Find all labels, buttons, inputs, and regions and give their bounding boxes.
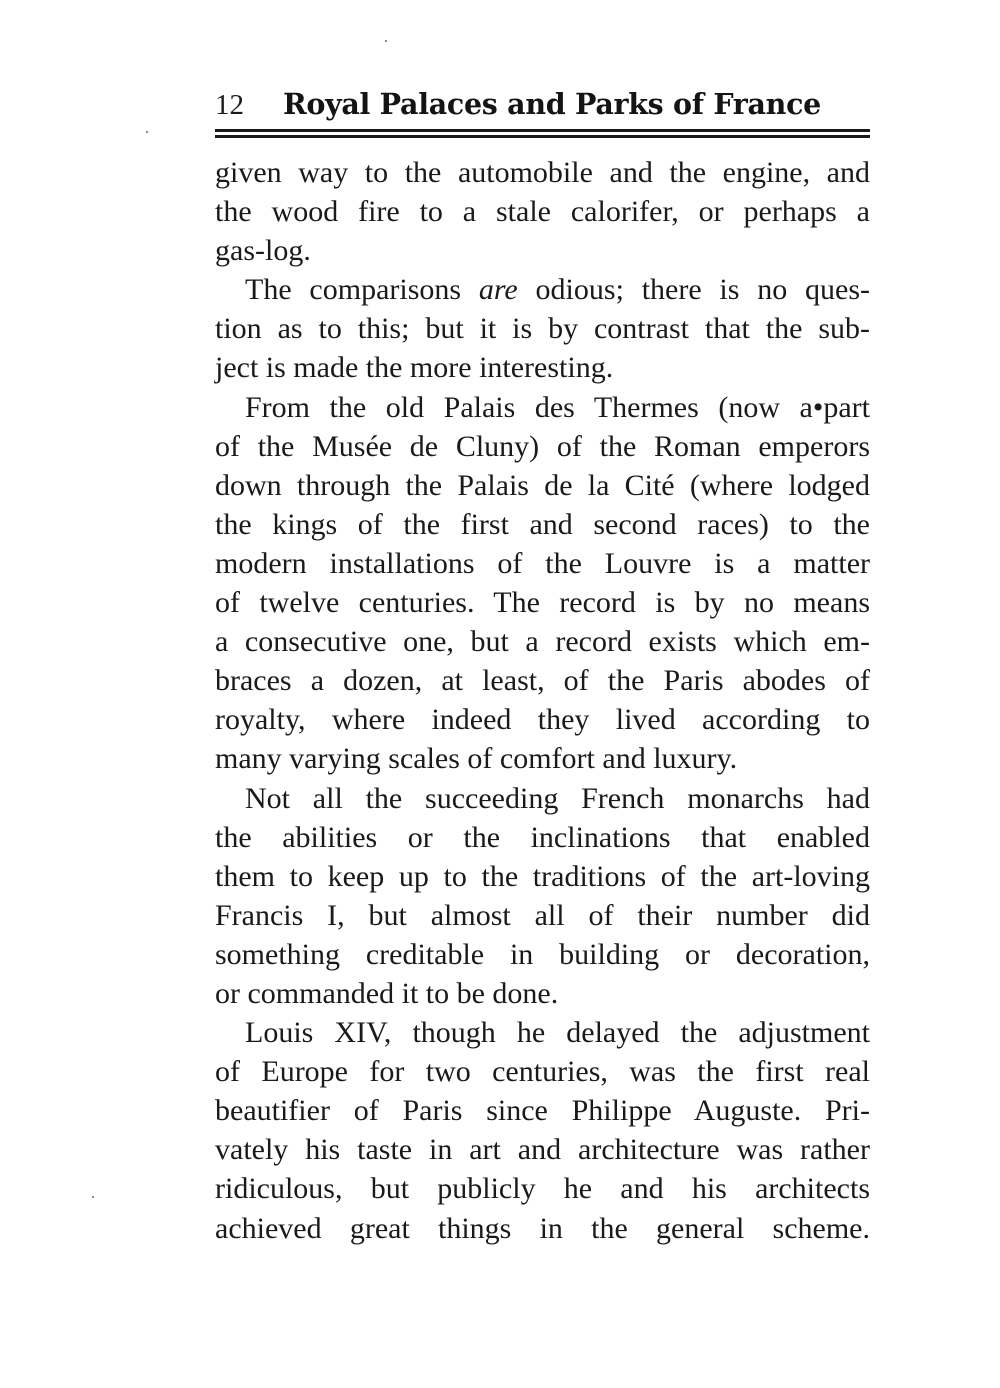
text-line: achieved great things in the general scheme. xyxy=(215,1211,870,1245)
paragraph-1 xyxy=(215,153,870,270)
text-line: the wood fire to a stale calorifer, or perhaps a xyxy=(215,195,870,229)
text-line: beautifier of Paris since Philippe Auguste. Pri- xyxy=(215,1094,870,1128)
scan-speck xyxy=(385,40,387,42)
text-line: gas-log. xyxy=(215,234,311,268)
text-line: Not all the succeeding French monarchs had xyxy=(245,781,870,815)
paragraph-2 xyxy=(215,270,870,387)
text-line: the abilities or the inclinations that enabled xyxy=(215,820,870,854)
text-line: From the old Palais des Thermes (now a•part xyxy=(245,390,870,424)
emphasis-text: are xyxy=(478,273,518,307)
text-span: The comparisons xyxy=(245,273,479,307)
text-line xyxy=(215,270,870,309)
paragraph-4 xyxy=(215,779,870,1014)
text-line: Louis XIV, though he delayed the adjustment xyxy=(245,1016,870,1050)
header-rule-top xyxy=(215,129,870,132)
paragraph-5 xyxy=(215,1013,870,1248)
text-line: Francis I, but almost all of their number did xyxy=(215,898,870,932)
scan-speck xyxy=(146,131,148,133)
text-line: modern installations of the Louvre is a matter xyxy=(215,546,870,580)
text-line: of twelve centuries. The record is by no means xyxy=(215,586,870,620)
text-line: many varying scales of comfort and luxury. xyxy=(215,742,738,776)
text-line: given way to the automobile and the engine, and xyxy=(215,156,870,189)
text-line: the kings of the first and second races) to the xyxy=(215,507,870,541)
scan-speck xyxy=(92,1196,94,1198)
text-span: odious; there is no ques- xyxy=(517,273,871,307)
text-line: down through the Palais de la Cité (where lodged xyxy=(215,468,870,502)
page-header xyxy=(215,84,870,126)
text-line: of Europe for two centuries, was the first real xyxy=(215,1055,870,1089)
page-number: 12 xyxy=(215,89,244,121)
text-line: them to keep up to the traditions of the art-loving xyxy=(215,859,870,893)
text-line: tion as to this; but it is by contrast that the sub- xyxy=(215,312,870,346)
running-title: Royal Palaces and Parks of France xyxy=(283,87,821,121)
text-line: or commanded it to be done. xyxy=(215,976,559,1010)
text-line: a consecutive one, but a record exists which em- xyxy=(215,625,870,659)
body-text xyxy=(215,153,870,1248)
text-line: something creditable in building or decoration, xyxy=(215,937,870,971)
paragraph-3 xyxy=(215,388,870,779)
text-line: braces a dozen, at least, of the Paris abodes of xyxy=(215,664,870,698)
text-line: royalty, where indeed they lived according to xyxy=(215,703,870,737)
text-line: vately his taste in art and architecture was rather xyxy=(215,1133,870,1167)
text-line: ject is made the more interesting. xyxy=(215,351,614,385)
text-line: of the Musée de Cluny) of the Roman emperors xyxy=(215,429,870,463)
text-line: ridiculous, but publicly he and his architects xyxy=(215,1172,870,1206)
header-rule-bottom xyxy=(215,135,870,138)
